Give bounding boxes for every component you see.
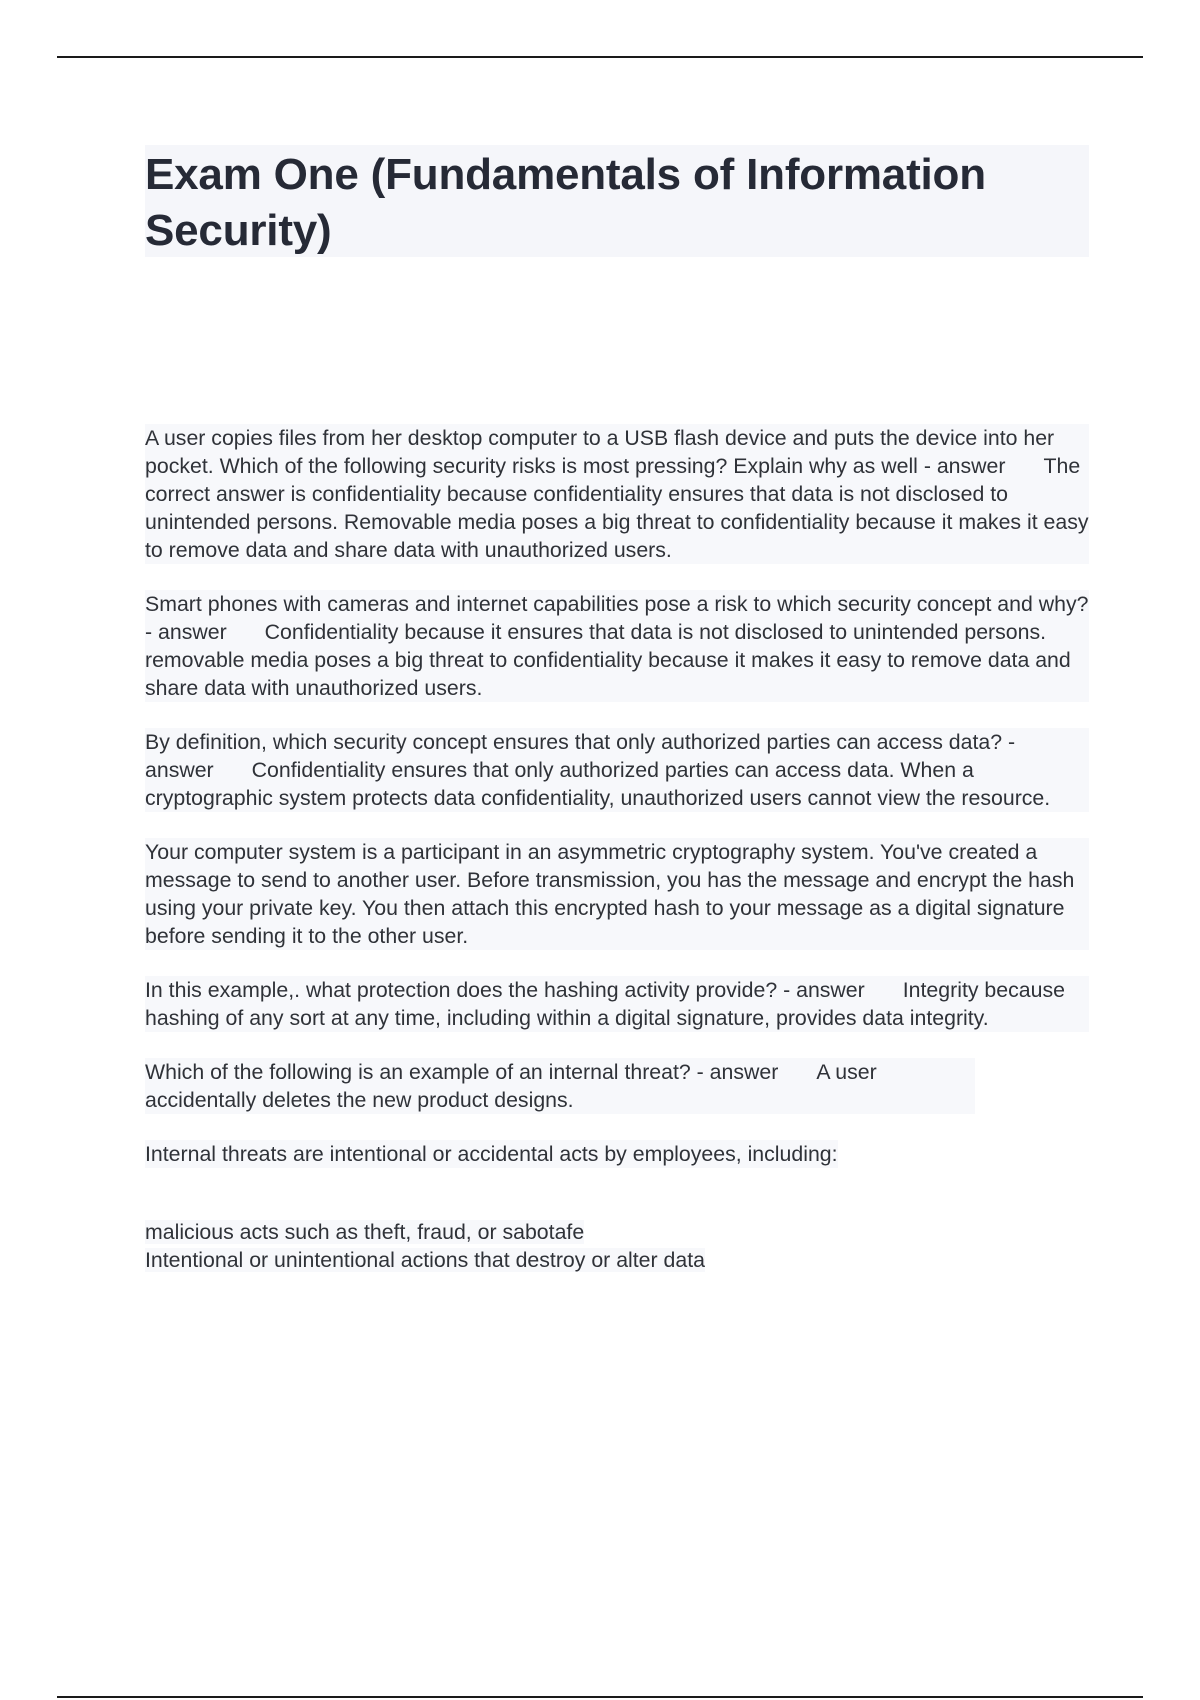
answer-text: The correct answer is confidentiality because confidentiality ensures that data is not disclosed to unintended persons. Removable media poses a big threat to confidentiality because it makes it easy to remove data and share data with unauthorized users. xyxy=(145,454,1089,562)
bottom-rule xyxy=(57,1696,1143,1698)
list-item: malicious acts such as theft, fraud, or sabotafe xyxy=(145,1220,585,1244)
answer-text: A user accidentally deletes the new product designs. xyxy=(145,1060,877,1112)
document-body xyxy=(145,424,1089,1274)
internal-threats-list xyxy=(145,1218,1089,1274)
qa-item xyxy=(145,728,1089,812)
title-block xyxy=(145,145,1089,257)
question-text: Smart phones with cameras and internet capabilities pose a risk to which security concept and why? - answer xyxy=(145,592,1089,644)
scenario-paragraph: Your computer system is a participant in an asymmetric cryptography system. You've created a message to send to another user. Before transmission, you has the message and encrypt the hash using your private key. You then attach this encrypted hash to your message as a digital signature before sending it to the other user. xyxy=(145,838,1089,950)
qa-item xyxy=(145,590,1089,702)
question-text: In this example,. what protection does the hashing activity provide? - answer xyxy=(145,978,865,1002)
list-item: Intentional or unintentional actions that destroy or alter data xyxy=(145,1248,705,1272)
page-title: Exam One (Fundamentals of Information Security) xyxy=(145,150,986,255)
answer-text: Confidentiality because it ensures that data is not disclosed to unintended persons. removable media poses a big threat to confidentiality because it makes it easy to remove data and share data with unauthorized users. xyxy=(145,620,1071,700)
top-rule xyxy=(57,56,1143,58)
question-text: A user copies files from her desktop computer to a USB flash device and puts the device into her pocket. Which of the following security risks is most pressing? Explain why as well - answer xyxy=(145,426,1055,478)
qa-item xyxy=(145,1058,975,1114)
answer-text: Integrity because hashing of any sort at any time, including within a digital signature, provides data integrity. xyxy=(145,978,1065,1030)
answer-text: Confidentiality ensures that only authorized parties can access data. When a cryptographic system protects data confidentiality, unauthorized users cannot view the resource. xyxy=(145,758,1051,810)
qa-item xyxy=(145,976,1089,1032)
qa-item xyxy=(145,424,1089,564)
question-text: Which of the following is an example of an internal threat? - answer xyxy=(145,1060,779,1084)
question-text: By definition, which security concept ensures that only authorized parties can access data? - answer xyxy=(145,730,1016,782)
internal-threats-note: Internal threats are intentional or accidental acts by employees, including: xyxy=(145,1142,838,1166)
